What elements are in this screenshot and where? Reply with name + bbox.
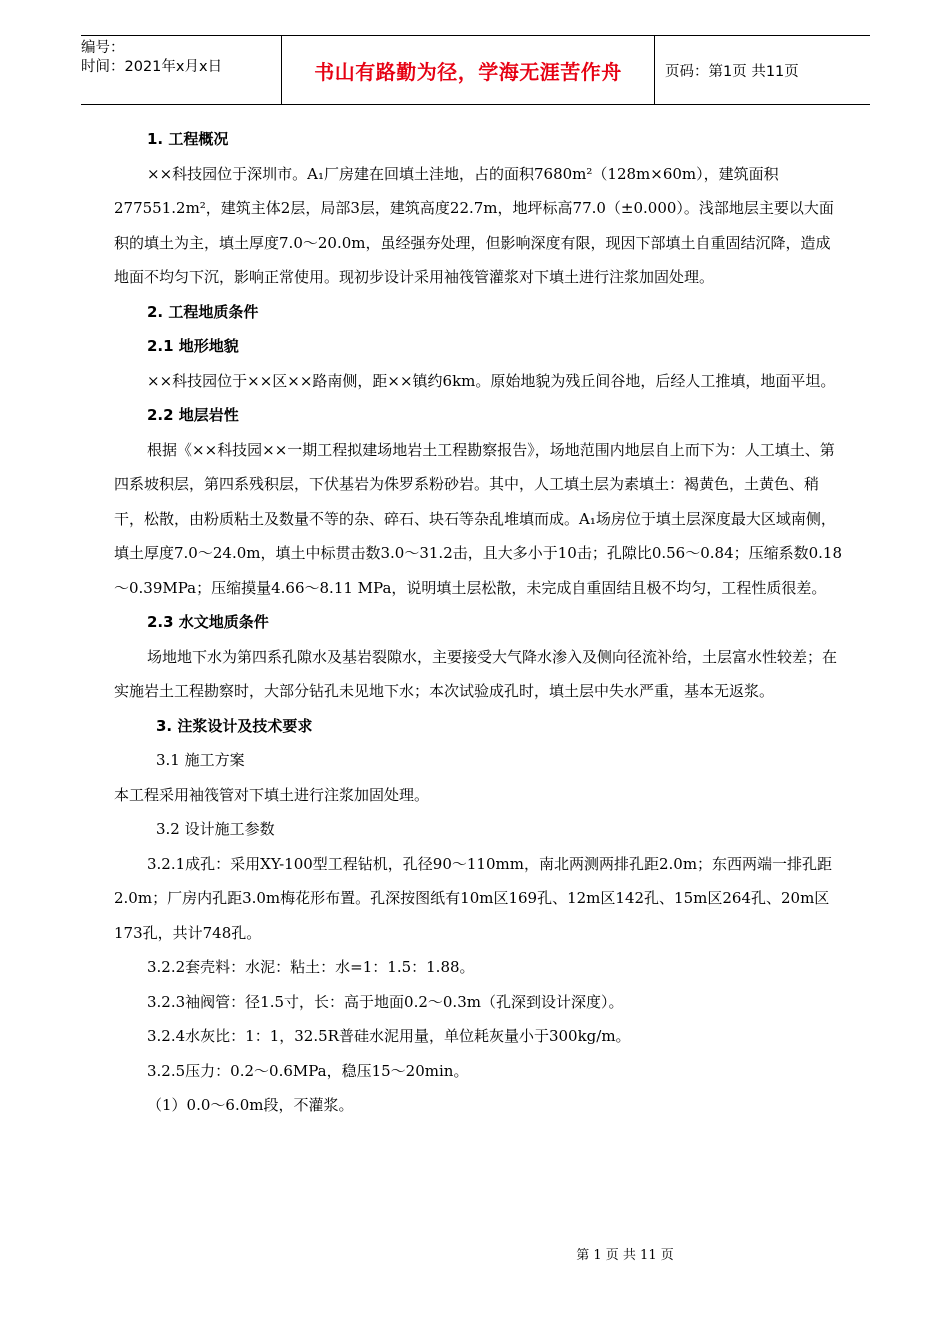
- section-3-title: 3. 注浆设计及技术要求: [156, 716, 313, 735]
- item-3-2-4: 3.2.4水灰比：1：1，32.5R普硅水泥用量，单位耗灰量小于300kg/m。: [147, 1027, 631, 1045]
- header-meta: [81, 36, 281, 104]
- header-motto-cell: [281, 36, 655, 104]
- section-2-2-paragraph: 根据《××科技园××一期工程拟建场地岩土工程勘察报告》，场地范围内地层自上而下为：人工填土、第四系坡积层，第四系残积层，下伏基岩为侏罗系粉砂岩。其中，人工填土层为素填土：褐黄色，土黄色、稍干，松散，由粉质粘土及数量不等的杂、碎石、块石等杂乱堆填而成。A₁场房位于填土层深度最大区域南侧，填土厚度7.0～24.0m，填土中标贯击数3.0～31.2击，且大多小于10击；孔隙比0.56～0.84；压缩系数0.18～0.39MPa；压缩摸量4.66～8.11 MPa，说明填土层松散，未完成自重固结且极不均匀，工程性质很差。: [114, 440, 843, 597]
- footer-page-number: 第 1 页 共 11 页: [576, 1248, 674, 1263]
- motto: 书山有路勤为径，学海无涯苦作舟: [314, 59, 622, 84]
- number-label: 编号：: [81, 40, 125, 56]
- header-page-info: [655, 36, 870, 104]
- page-header: [81, 35, 870, 105]
- section-3-1-paragraph: 本工程采用袖筏管对下填土进行注浆加固处理。: [114, 785, 430, 804]
- page-footer: [0, 1244, 950, 1263]
- item-3-2-5-1: （1）0.0～6.0m段，不灌浆。: [147, 1096, 354, 1114]
- section-3-1-title: 3.1 施工方案: [156, 751, 245, 769]
- item-3-2-1: 3.2.1成孔：采用XY-100型工程钻机，孔径90～110mm，南北两测两排孔距2.0m；东西两端一排孔距2.0m；厂房内孔距3.0m梅花形布置。孔深按图纸有10m区169孔、12m区142孔、15m区264孔、20m区173孔，共计748孔。: [114, 854, 833, 942]
- document-body: [114, 122, 844, 1123]
- page-info: 页码：第1页 共11页: [665, 63, 799, 80]
- section-3-2-title: 3.2 设计施工参数: [156, 820, 275, 838]
- section-2-3-title: 2.3 水文地质条件: [147, 613, 269, 631]
- item-3-2-5: 3.2.5压力：0.2～0.6MPa，稳压15～20min。: [147, 1061, 469, 1080]
- section-2-1-paragraph: ××科技园位于××区××路南侧，距××镇约6km。原始地貌为残丘间谷地，后经人工推填，地面平坦。: [147, 371, 836, 390]
- section-2-2-title: 2.2 地层岩性: [147, 406, 239, 424]
- item-3-2-2: 3.2.2套壳料：水泥：粘土：水=1：1.5：1.88。: [147, 958, 475, 976]
- time-label: 时间：2021年x月x日: [81, 59, 223, 75]
- section-1-paragraph: ××科技园位于深圳市。A₁厂房建在回填土洼地，占的面积7680m²（128m×60m），建筑面积277551.2m²，建筑主体2层，局部3层，建筑高度22.7m，地坪标高77.0（±0.000）。浅部地层主要以大面积的填土为主，填土厚度7.0～20.0m，虽经强夯处理，但影响深度有限，现因下部填土自重固结沉降，造成地面不均匀下沉，影响正常使用。现初步设计采用袖筏管灌浆对下填土进行注浆加固处理。: [114, 164, 834, 286]
- section-1-title: 1. 工程概况: [147, 130, 229, 148]
- item-3-2-3: 3.2.3袖阀管：径1.5寸，长：高于地面0.2～0.3m（孔深到设计深度）。: [147, 992, 624, 1011]
- section-2-3-paragraph: 场地地下水为第四系孔隙水及基岩裂隙水，主要接受大气降水渗入及侧向径流补给，土层富水性较差；在实施岩土工程勘察时，大部分钻孔未见地下水；本次试验成孔时，填土层中失水严重，基本无返浆。: [114, 647, 838, 700]
- section-2-title: 2. 工程地质条件: [147, 302, 259, 321]
- section-2-1-title: 2.1 地形地貌: [147, 337, 239, 355]
